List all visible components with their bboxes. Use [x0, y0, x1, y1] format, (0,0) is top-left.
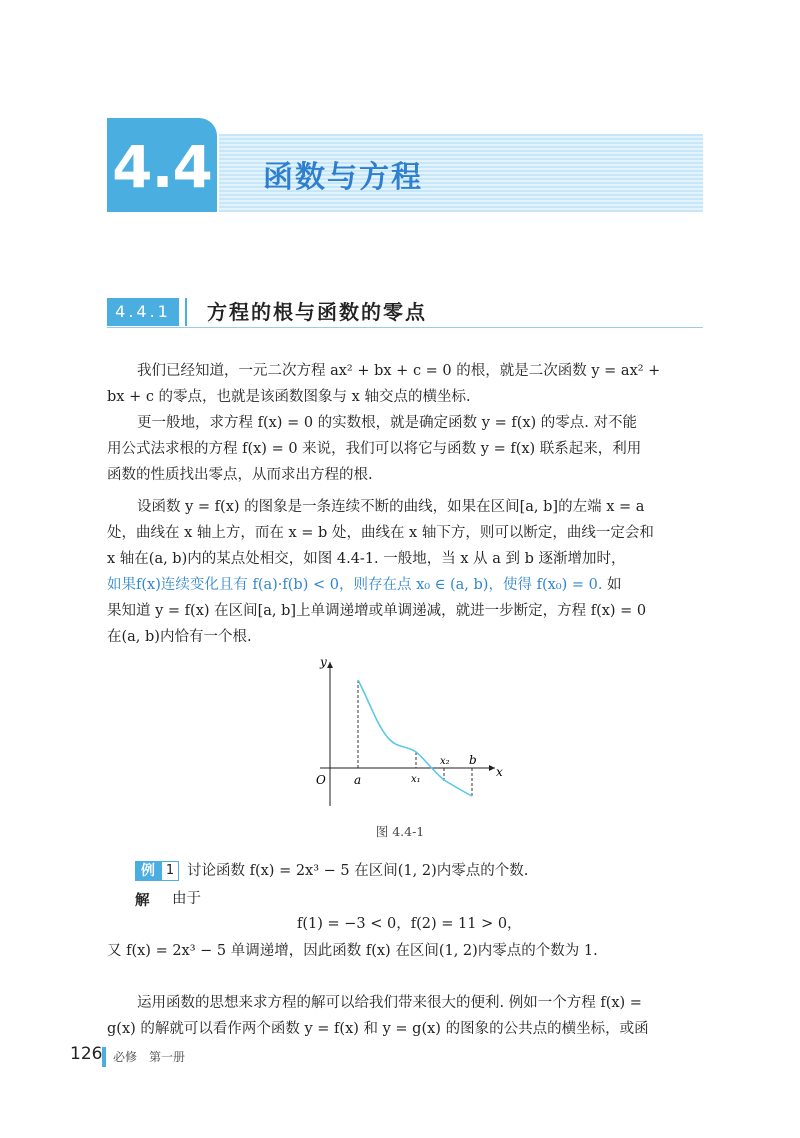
paragraph-3-line-6: 在(a, b)内恰有一个根.	[107, 629, 252, 645]
closing-line-1: 运用函数的思想来求方程的解可以给我们带来很大的便利. 例如一个方程 f(x) =	[137, 995, 642, 1011]
paragraph-1-line-1: 我们已经知道，一元二次方程 ax² + bx + c = 0 的根，就是二次函数 y = ax² +	[137, 363, 661, 379]
section-number: 4.4	[112, 133, 212, 201]
paragraph-2-line-1: 更一般地，求方程 f(x) = 0 的实数根，就是确定函数 y = f(x) 的零点. 对不能	[137, 415, 638, 431]
paragraph-3-line-4	[107, 575, 622, 595]
subsection-underline	[107, 327, 703, 328]
paragraph-1-line-2: bx + c 的零点，也就是该函数图象与 x 轴交点的横坐标.	[107, 389, 471, 405]
figure-4-4-1	[290, 648, 520, 818]
subsection-number: 4.4.1	[115, 302, 171, 321]
example-label: 例	[135, 861, 161, 881]
solution-intro: 由于	[172, 891, 201, 907]
x-axis-label: x	[496, 765, 503, 779]
point-x1-label: x₁	[411, 774, 421, 785]
paragraph-2-line-3: 函数的性质找出零点，从而求出方程的根.	[107, 467, 373, 483]
footer-bar	[102, 1047, 106, 1067]
example-question: 讨论函数 f(x) = 2x³ − 5 在区间(1, 2)内零点的个数.	[187, 863, 529, 879]
y-axis-label: y	[320, 655, 327, 669]
paragraph-3-line-1: 设函数 y = f(x) 的图象是一条连续不断的曲线，如果在区间[a, b]的左端 x = a	[137, 499, 645, 515]
figure-caption: 图 4.4-1	[375, 824, 425, 839]
example-number: 1	[161, 861, 179, 881]
origin-label: O	[316, 773, 326, 787]
book-title: 必修 第一册	[113, 1050, 186, 1064]
point-b-label: b	[469, 753, 477, 767]
subsection-title: 方程的根与函数的零点	[207, 300, 427, 324]
closing-line-2: g(x) 的解就可以看作两个函数 y = f(x) 和 y = g(x) 的图象的公共点的横坐标，或函	[107, 1021, 649, 1037]
paragraph-3-line-5: 果知道 y = f(x) 在区间[a, b]上单调递增或单调递减，就进一步断定，方程 f(x) = 0	[107, 603, 647, 619]
subsection-divider	[185, 298, 187, 326]
point-a-label: a	[354, 773, 362, 787]
solution-equation: f(1) = −3 < 0，f(2) = 11 > 0，	[297, 916, 522, 932]
solution-label: 解	[135, 893, 150, 909]
theorem-highlight: 如果f(x)连续变化且有 f(a)·f(b) < 0，则存在点 x₀ ∈ (a, b)，使得 f(x₀) = 0.	[107, 577, 603, 593]
theorem-tail: 如	[602, 577, 622, 593]
paragraph-2-line-2: 用公式法求根的方程 f(x) = 0 来说，我们可以将它与函数 y = f(x) 联系起来，利用	[107, 441, 642, 457]
paragraph-3-line-3: x 轴在(a, b)内的某点处相交，如图 4.4-1. 一般地，当 x 从 a 到 b 逐渐增加时，	[107, 551, 626, 567]
solution-conclusion: 又 f(x) = 2x³ − 5 单调递增，因此函数 f(x) 在区间(1, 2)内零点的个数为 1.	[107, 943, 598, 959]
page-number: 126	[70, 1044, 103, 1064]
section-title: 函数与方程	[263, 160, 423, 195]
paragraph-3-line-2: 处，曲线在 x 轴上方，而在 x = b 处，曲线在 x 轴下方，则可以断定，曲线一定会和	[107, 525, 654, 541]
point-x2-label: x₂	[440, 756, 450, 767]
